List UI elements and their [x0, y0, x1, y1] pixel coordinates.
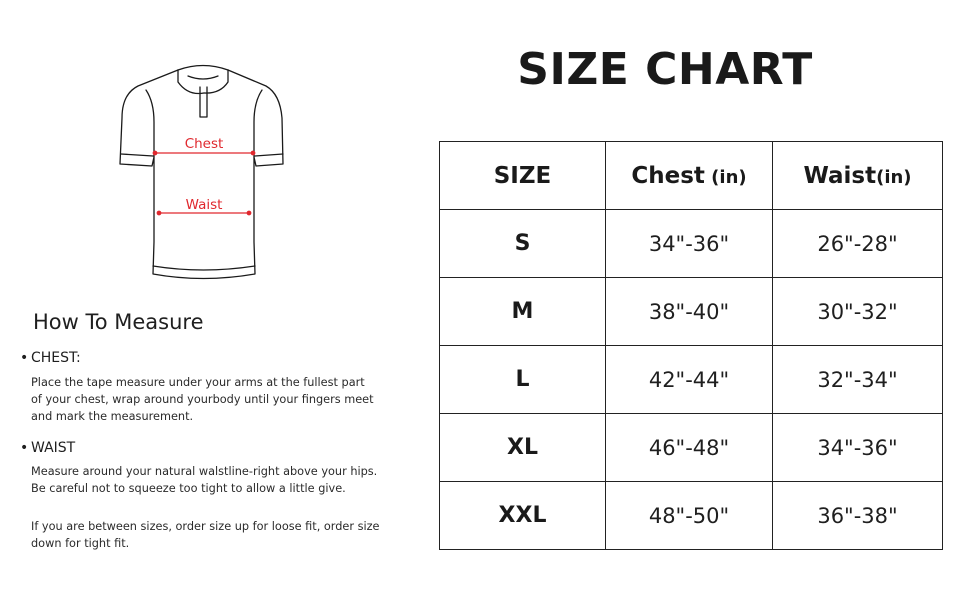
table-row — [440, 414, 943, 482]
chest-cell: 48"-50" — [606, 482, 773, 550]
chest-instruction-line: of your chest, wrap around yourbody until your fingers meet — [31, 393, 374, 407]
chest-cell: 46"-48" — [606, 414, 773, 482]
chest-unit: (in) — [704, 166, 747, 188]
sizing-note-line: If you are between sizes, order size up for loose fit, order size — [31, 520, 380, 533]
waist-heading-text: WAIST — [31, 440, 76, 456]
size-column-header: SIZE — [440, 142, 606, 210]
waist-instruction-line: Measure around your natural walstline-right above your hips. — [31, 465, 378, 478]
table-row — [440, 278, 943, 346]
table-row — [440, 482, 943, 550]
chest-heading — [20, 350, 81, 366]
chest-column-header: Chest (in) — [606, 142, 773, 210]
table-row — [440, 346, 943, 414]
chest-cell: 38"-40" — [606, 278, 773, 346]
waist-heading — [20, 440, 75, 456]
sizing-note-line: down for tight fit. — [31, 537, 130, 551]
how-to-measure-title: How To Measure — [33, 310, 204, 334]
waist-unit: (in) — [876, 166, 912, 188]
bullet-icon: • — [20, 350, 29, 366]
size-chart-title: SIZE CHART — [517, 44, 813, 95]
waist-label: Waist — [185, 197, 223, 213]
waist-cell: 32"-34" — [773, 346, 943, 414]
sizing-note — [31, 518, 380, 552]
chest-heading-text: CHEST: — [31, 350, 81, 366]
table-row — [440, 210, 943, 278]
waist-column-header: Waist(in) — [773, 142, 943, 210]
chest-instruction-line: and mark the measurement. — [31, 410, 194, 424]
chest-cell: 34"-36" — [606, 210, 773, 278]
waist-cell: 30"-32" — [773, 278, 943, 346]
polo-shirt-illustration — [110, 62, 300, 284]
bullet-icon: • — [20, 440, 29, 456]
waist-cell: 34"-36" — [773, 414, 943, 482]
size-cell: M — [440, 278, 606, 346]
chest-label: Chest — [184, 136, 224, 152]
size-cell: XXL — [440, 482, 606, 550]
size-chart-table — [439, 141, 943, 550]
table-header-row — [440, 142, 943, 210]
waist-instructions — [31, 463, 377, 497]
chest-instructions — [31, 374, 374, 426]
size-cell: L — [440, 346, 606, 414]
chest-instruction-line: Place the tape measure under your arms at the fullest part — [31, 376, 365, 389]
waist-cell: 26"-28" — [773, 210, 943, 278]
chest-cell: 42"-44" — [606, 346, 773, 414]
size-cell: XL — [440, 414, 606, 482]
size-cell: S — [440, 210, 606, 278]
waist-cell: 36"-38" — [773, 482, 943, 550]
waist-instruction-line: Be careful not to squeeze too tight to allow a little give. — [31, 482, 346, 496]
